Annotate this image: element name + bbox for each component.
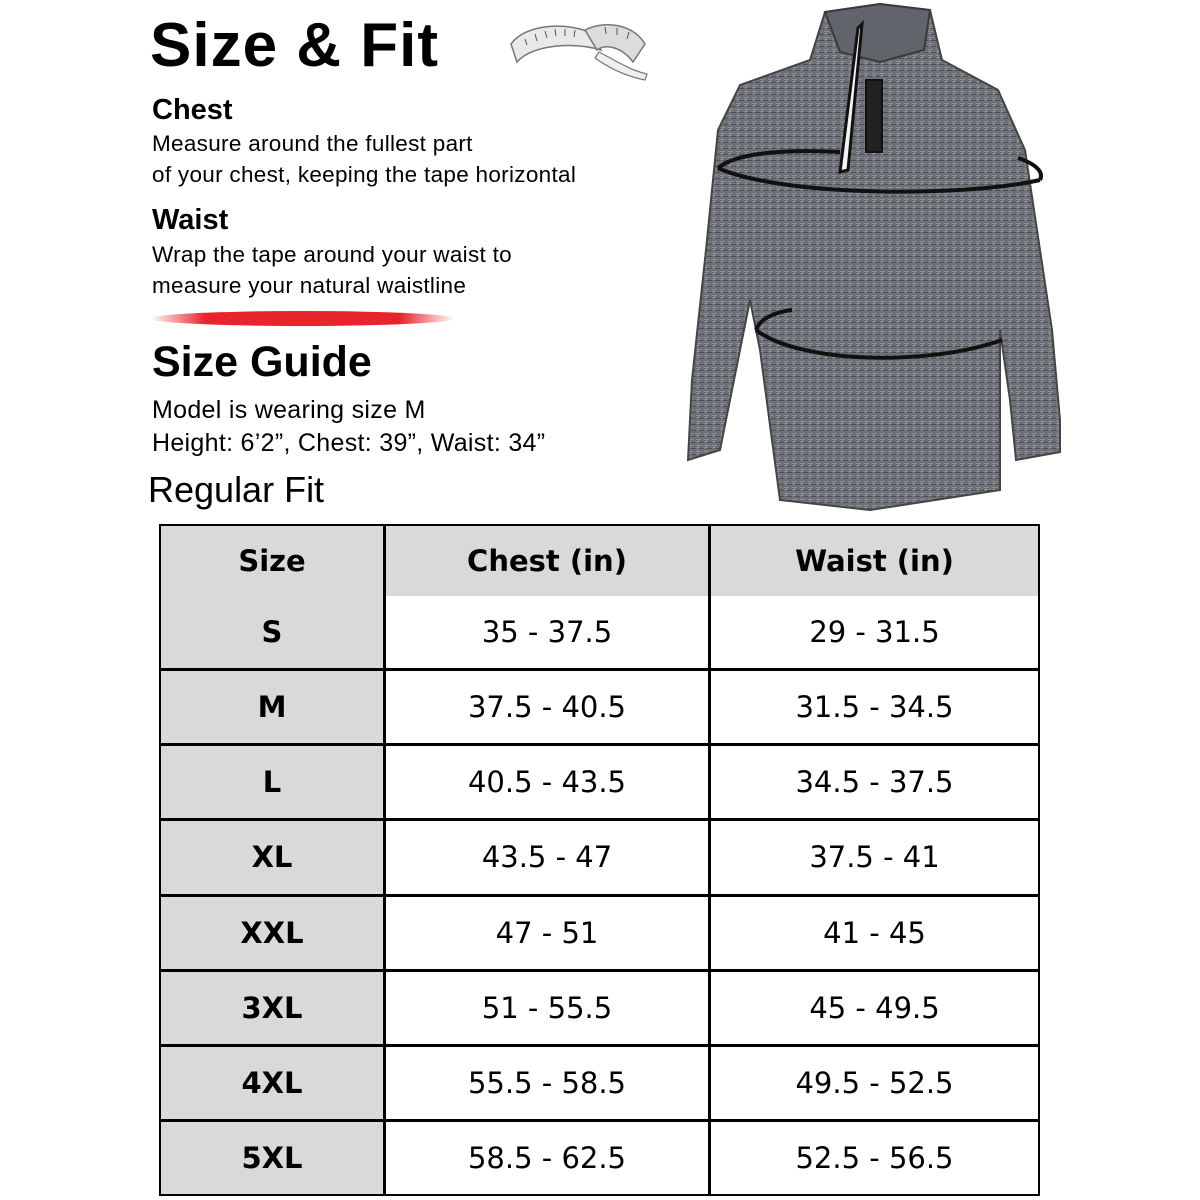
shirt-image <box>680 0 1080 520</box>
size-cell: XXL <box>161 897 386 972</box>
chest-instructions <box>152 128 576 190</box>
chest-column-header: Chest (in) <box>386 526 711 596</box>
size-cell: 3XL <box>161 972 386 1047</box>
size-column-header: Size <box>161 526 386 596</box>
waist-cell: 29 - 31.5 <box>711 596 1038 671</box>
chest-cell: 40.5 - 43.5 <box>386 746 711 821</box>
table-row <box>161 821 1038 896</box>
chest-cell: 37.5 - 40.5 <box>386 671 711 746</box>
table-row <box>161 596 1038 671</box>
chest-heading: Chest <box>152 94 233 126</box>
size-cell: 5XL <box>161 1122 386 1194</box>
model-info <box>152 394 545 460</box>
waist-instructions-line-2: measure your natural waistline <box>152 273 467 298</box>
chest-cell: 47 - 51 <box>386 897 711 972</box>
size-cell: M <box>161 671 386 746</box>
waist-cell: 37.5 - 41 <box>711 821 1038 896</box>
size-cell: S <box>161 596 386 671</box>
chest-cell: 43.5 - 47 <box>386 821 711 896</box>
waist-cell: 31.5 - 34.5 <box>711 671 1038 746</box>
size-chart-table <box>159 524 1040 1196</box>
table-row <box>161 972 1038 1047</box>
waist-cell: 45 - 49.5 <box>711 972 1038 1047</box>
chest-cell: 55.5 - 58.5 <box>386 1047 711 1122</box>
model-measurements-line: Height: 6’2”, Chest: 39”, Waist: 34” <box>152 429 546 457</box>
waist-cell: 52.5 - 56.5 <box>795 1140 954 1175</box>
size-cell: 4XL <box>161 1047 386 1122</box>
table-row <box>161 746 1038 821</box>
waist-cell: 49.5 - 52.5 <box>711 1047 1038 1122</box>
chest-instructions-line-1: Measure around the fullest part <box>152 131 473 156</box>
waist-column-header: Waist (in) <box>711 526 1038 596</box>
chest-cell: 51 - 55.5 <box>386 972 711 1047</box>
table-row <box>161 897 1038 972</box>
page-title: Size & Fit <box>150 11 440 80</box>
size-guide-heading: Size Guide <box>152 338 372 386</box>
model-size-line: Model is wearing size M <box>152 396 426 424</box>
waist-instructions-line-1: Wrap the tape around your waist to <box>152 242 512 267</box>
red-divider <box>150 311 455 326</box>
measuring-tape-icon <box>505 14 653 84</box>
waist-cell: 41 - 45 <box>711 897 1038 972</box>
table-row <box>161 1047 1038 1122</box>
size-cell: L <box>161 746 386 821</box>
chest-instructions-line-2: of your chest, keeping the tape horizontal <box>152 162 577 187</box>
chest-cell: 58.5 - 62.5 <box>386 1122 711 1194</box>
size-cell: XL <box>161 821 386 896</box>
waist-instructions <box>152 239 512 301</box>
table-row <box>161 1122 1038 1194</box>
waist-cell: 34.5 - 37.5 <box>711 746 1038 821</box>
chest-cell: 35 - 37.5 <box>386 596 711 671</box>
table-row <box>161 671 1038 746</box>
table-header-row <box>161 526 1038 596</box>
fit-label: Regular Fit <box>148 469 325 510</box>
waist-heading: Waist <box>152 204 229 236</box>
